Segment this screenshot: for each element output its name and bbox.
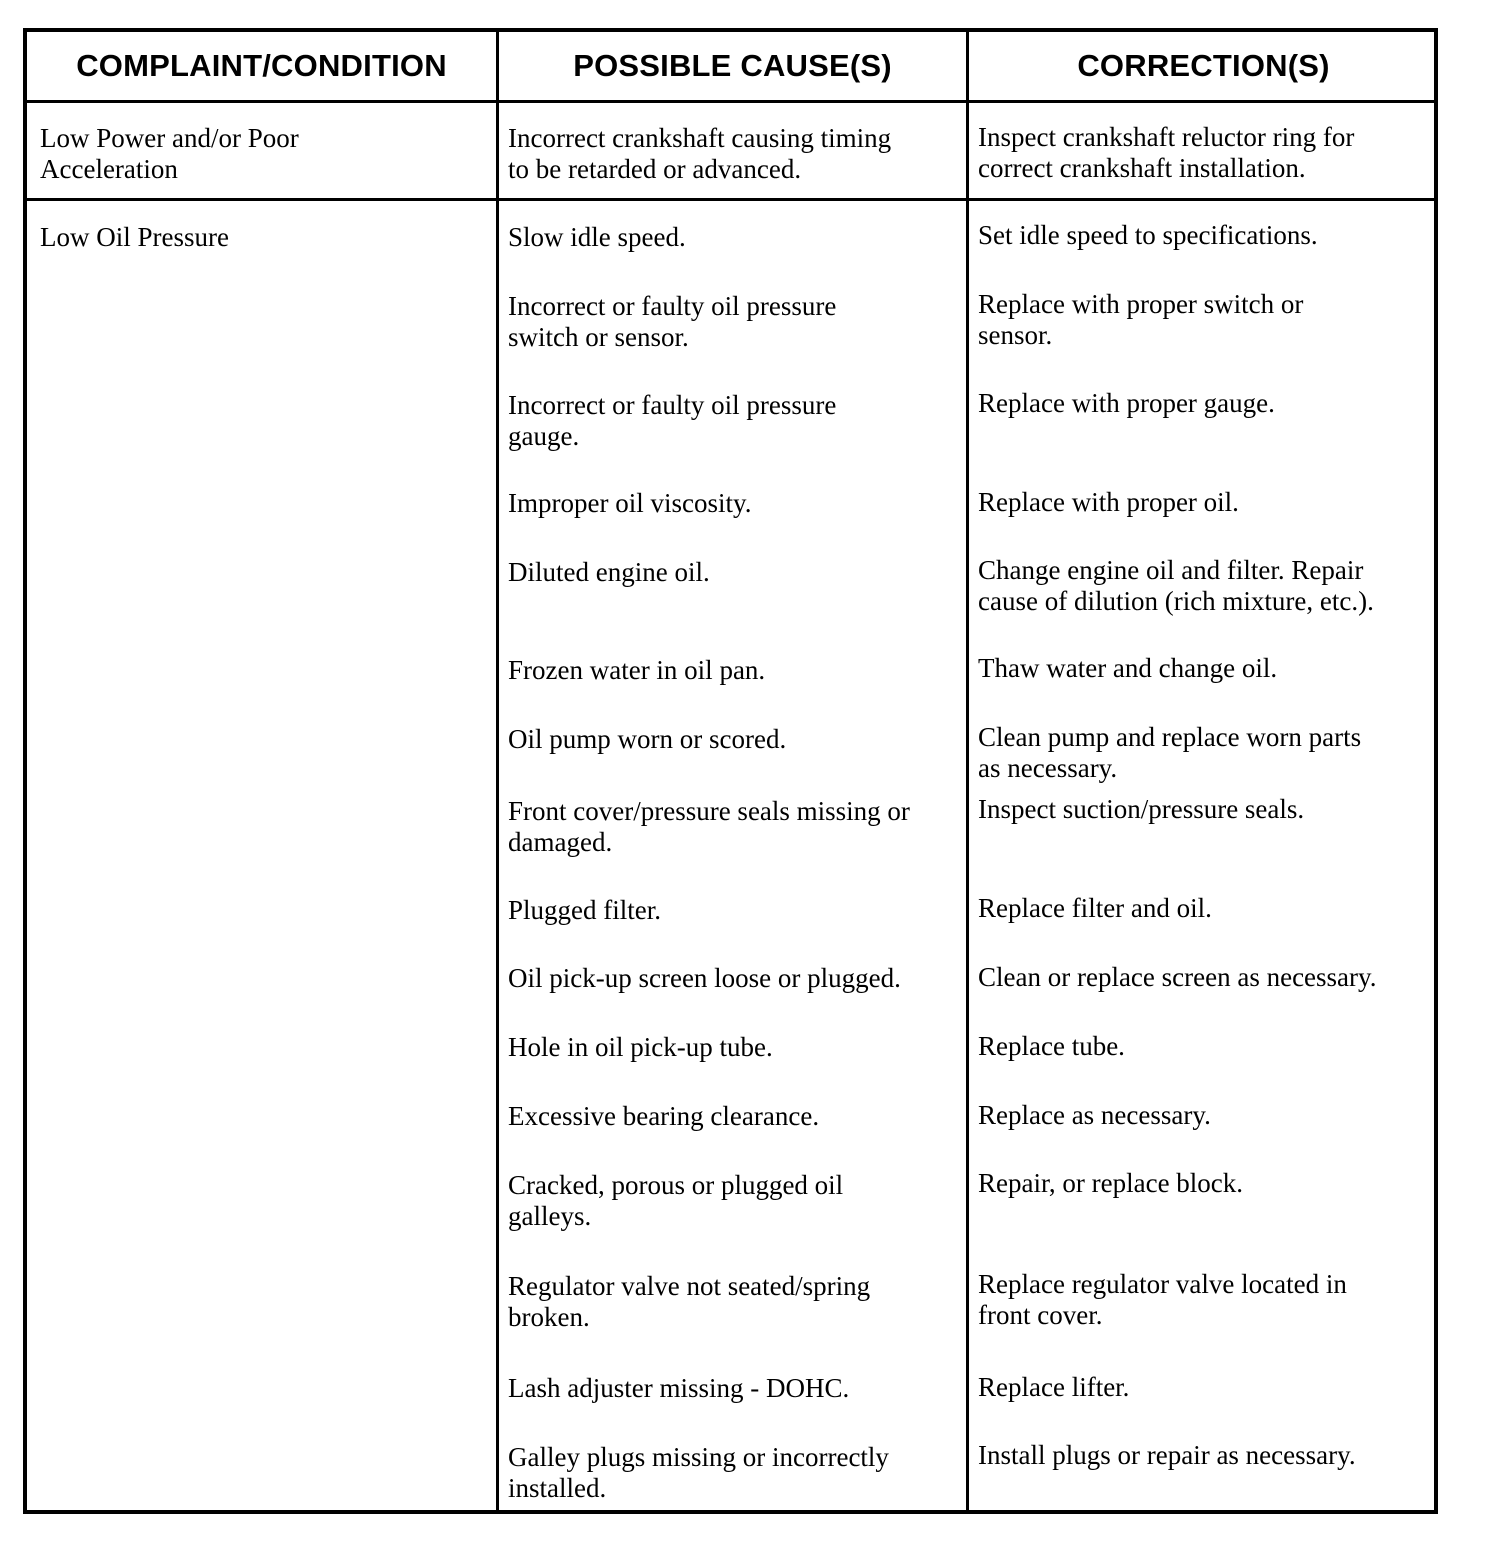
cause-cell: Cracked, porous or plugged oil galleys. [508,1170,844,1231]
correction-cell: Thaw water and change oil. [978,653,1278,683]
cause-cell: Diluted engine oil. [508,557,710,587]
correction-cell: Install plugs or repair as necessary. [978,1440,1356,1470]
cause-cell: Hole in oil pick-up tube. [508,1032,773,1062]
correction-cell: Replace tube. [978,1031,1125,1061]
header-divider [27,100,1434,103]
correction-cell: Change engine oil and filter. Repair cause of dilution (rich mixture, etc.). [978,555,1374,616]
cause-cell: Excessive bearing clearance. [508,1101,820,1131]
correction-cell: Replace as necessary. [978,1100,1211,1130]
correction-cell: Replace filter and oil. [978,893,1212,923]
cause-cell: Galley plugs missing or incorrectly installed. [508,1442,889,1503]
correction-cell: Inspect crankshaft reluctor ring for correct crankshaft installation. [978,122,1355,183]
correction-cell: Clean or replace screen as necessary. [978,962,1377,992]
correction-cell: Replace lifter. [978,1372,1130,1402]
correction-cell: Replace with proper gauge. [978,388,1275,418]
column-divider [496,32,499,1510]
cause-cell: Incorrect crankshaft causing timing to be retarded or advanced. [508,123,892,184]
correction-cell: Replace regulator valve located in front cover. [978,1269,1347,1330]
cause-cell: Oil pump worn or scored. [508,724,787,754]
cause-cell: Incorrect or faulty oil pressure switch or sensor. [508,291,837,352]
cause-cell: Regulator valve not seated/spring broken. [508,1271,871,1332]
cause-cell: Plugged filter. [508,895,661,925]
correction-cell: Replace with proper switch or sensor. [978,289,1304,350]
cause-cell: Frozen water in oil pan. [508,655,766,685]
header-corrections: CORRECTION(S) [1077,48,1330,83]
correction-cell: Set idle speed to specifications. [978,220,1318,250]
cause-cell: Incorrect or faulty oil pressure gauge. [508,390,837,451]
diagnosis-table [23,28,1438,1514]
correction-cell: Replace with proper oil. [978,487,1239,517]
header-complaint-condition: COMPLAINT/CONDITION [76,48,447,83]
cause-cell: Front cover/pressure seals missing or damaged. [508,796,910,857]
cause-cell: Improper oil viscosity. [508,488,752,518]
cause-cell: Slow idle speed. [508,222,686,252]
correction-cell: Inspect suction/pressure seals. [978,794,1305,824]
complaint-low-power: Low Power and/or Poor Acceleration [40,123,299,184]
cause-cell: Oil pick-up screen loose or plugged. [508,963,901,993]
row-divider [27,198,1434,201]
header-possible-causes: POSSIBLE CAUSE(S) [573,48,892,83]
cause-cell: Lash adjuster missing - DOHC. [508,1373,850,1403]
complaint-low-oil-pressure: Low Oil Pressure [40,222,229,252]
column-divider [966,32,969,1510]
correction-cell: Repair, or replace block. [978,1168,1244,1198]
correction-cell: Clean pump and replace worn parts as necessary. [978,722,1362,783]
